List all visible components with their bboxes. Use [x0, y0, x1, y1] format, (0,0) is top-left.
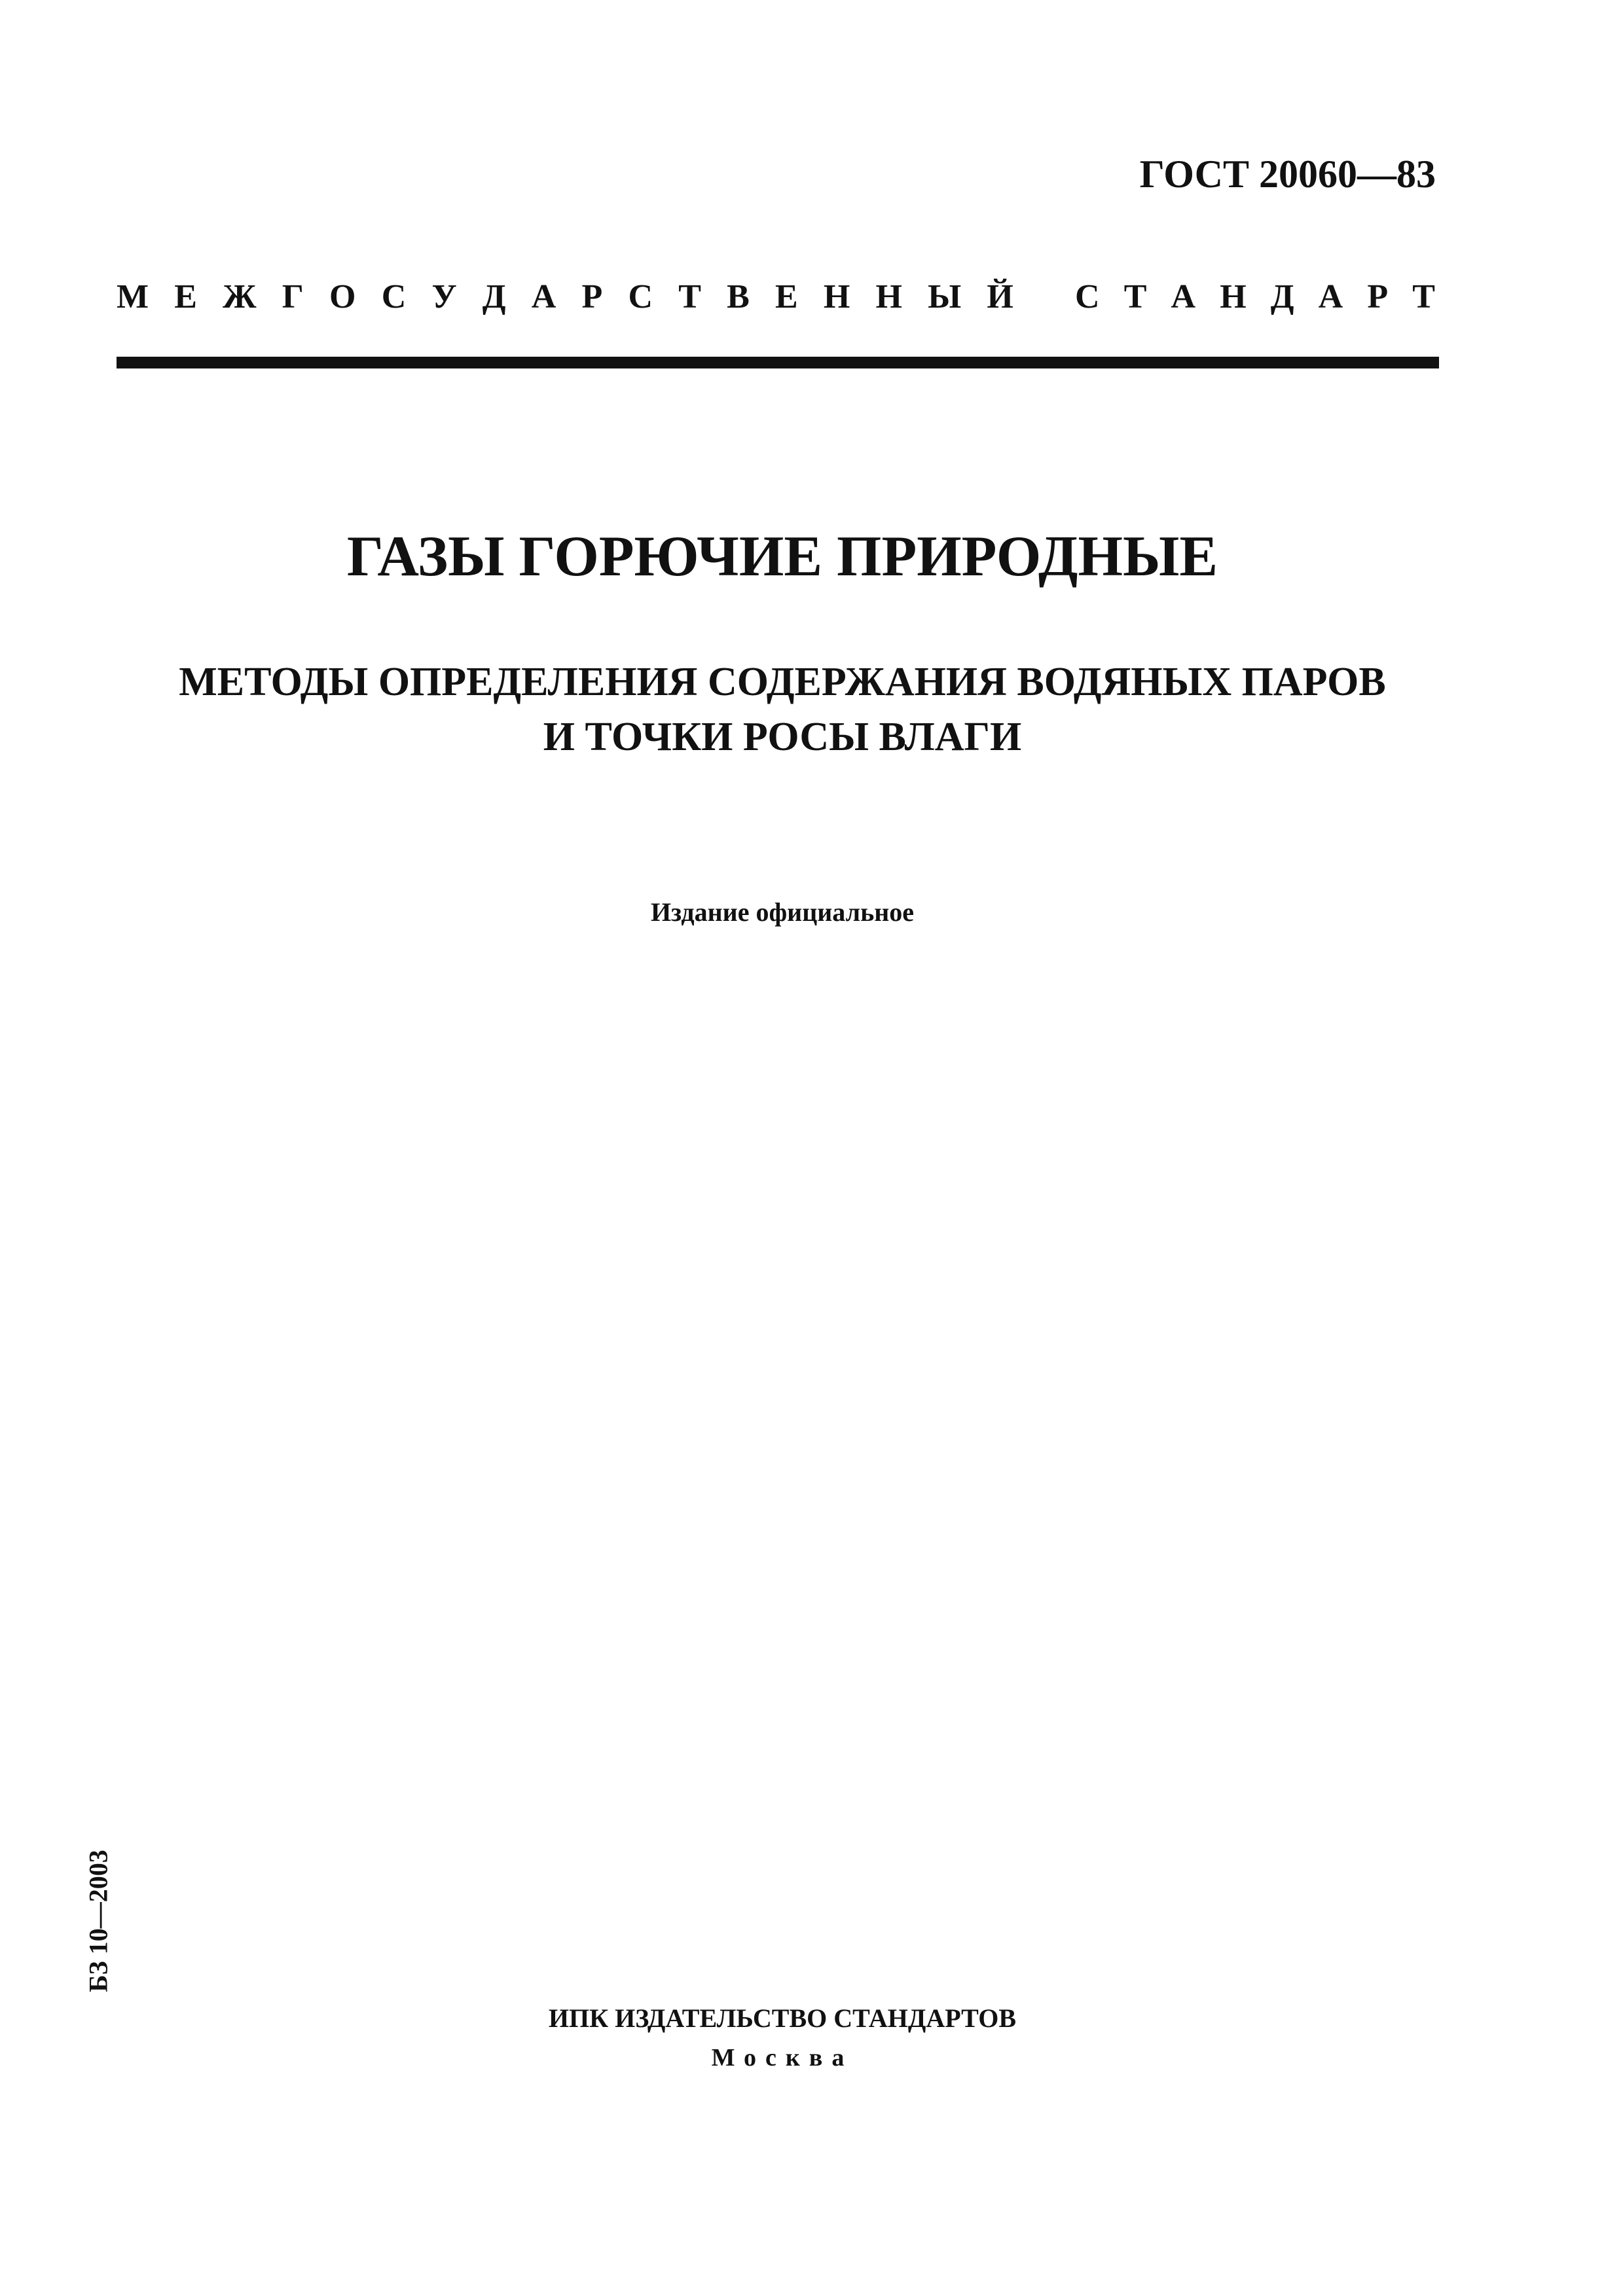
subtitle-line-1: МЕТОДЫ ОПРЕДЕЛЕНИЯ СОДЕРЖАНИЯ ВОДЯНЫХ ПАРОВ	[179, 660, 1386, 704]
main-title: ГАЗЫ ГОРЮЧИЕ ПРИРОДНЫЕ	[346, 525, 1218, 588]
subtitle	[0, 655, 1565, 764]
heading-letter: С	[1075, 278, 1100, 315]
heading-letter: Н	[1220, 278, 1247, 315]
heading-letter: Д	[482, 278, 506, 315]
heading-letter: В	[727, 278, 750, 315]
heading-letter: Н	[875, 278, 902, 315]
side-code	[79, 1833, 118, 2009]
heading-letter: Р	[581, 278, 603, 315]
heading-letter: О	[329, 278, 356, 315]
heading-letter: Г	[282, 278, 304, 315]
heading-letter: Ы	[928, 278, 962, 315]
heading-letter: Д	[1270, 278, 1294, 315]
heading-letter: Е	[775, 278, 798, 315]
standard-type-word-standard	[1075, 280, 1435, 314]
heading-letter: Т	[1123, 278, 1147, 315]
publisher-city: Москва	[711, 2044, 854, 2072]
edition-label: Издание официальное	[650, 897, 915, 927]
heading-letter: Т	[1412, 278, 1435, 315]
heading-letter: С	[628, 278, 653, 315]
document-number: ГОСТ 20060—83	[1139, 152, 1436, 196]
side-code-text: БЗ 10—2003	[83, 1850, 113, 1992]
standard-type-heading	[117, 280, 1435, 314]
heading-letter: Й	[987, 278, 1013, 315]
heading-letter: Р	[1367, 278, 1389, 315]
heading-letter: М	[117, 278, 149, 315]
heading-letter: А	[1318, 278, 1343, 315]
heading-letter: С	[381, 278, 407, 315]
heading-letter: Е	[174, 278, 197, 315]
heading-letter: Т	[678, 278, 701, 315]
header-divider	[117, 357, 1439, 368]
subtitle-line-2: И ТОЧКИ РОСЫ ВЛАГИ	[543, 715, 1022, 759]
heading-letter: А	[531, 278, 556, 315]
publisher-name: ИПК ИЗДАТЕЛЬСТВО СТАНДАРТОВ	[548, 2003, 1017, 2033]
heading-letter: Н	[823, 278, 850, 315]
heading-letter: Ж	[223, 278, 257, 315]
heading-letter: У	[431, 278, 457, 315]
heading-letter: А	[1171, 278, 1196, 315]
standard-type-word-interstate	[117, 280, 1013, 314]
